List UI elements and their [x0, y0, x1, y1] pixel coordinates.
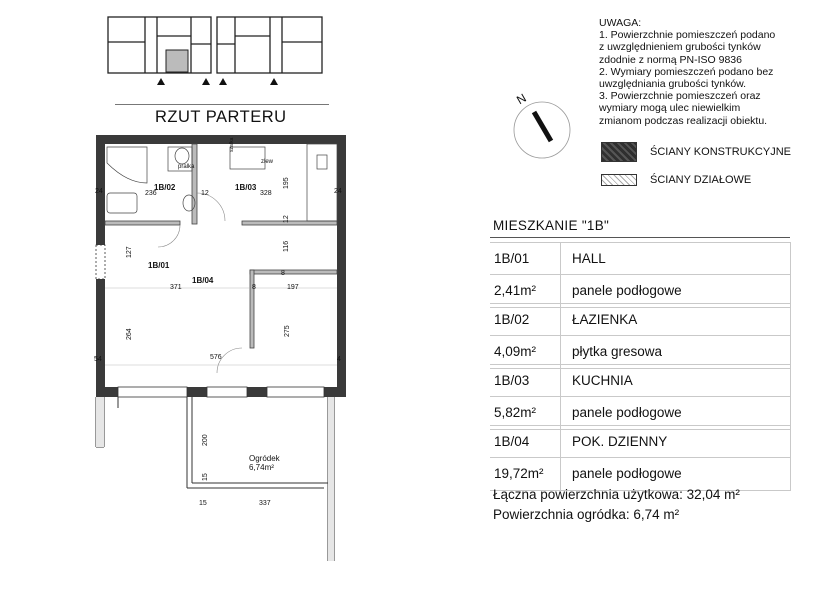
- room-finish: panele podłogowe: [572, 466, 682, 481]
- room-card-04: [490, 425, 791, 491]
- apartment-title-rule: [490, 237, 790, 238]
- wall-top: [96, 135, 346, 144]
- apartment-title: MIESZKANIE "1B": [493, 218, 610, 233]
- dim-8b: 8: [281, 270, 285, 277]
- room-code: 1B/01: [494, 251, 530, 266]
- dim-195: 195: [283, 177, 290, 189]
- wall-bottom-left: [96, 387, 118, 397]
- dim-12b: 12: [283, 215, 290, 223]
- dim-197: 197: [287, 284, 299, 291]
- room-finish: płytka gresowa: [572, 344, 663, 359]
- dim-15a: 15: [202, 473, 209, 481]
- room-finish: panele podłogowe: [572, 405, 682, 420]
- notes-block: [599, 17, 824, 127]
- floor-plan: [92, 133, 352, 563]
- room-card-02: [490, 303, 791, 369]
- dim-12a: 12: [201, 190, 209, 197]
- notes-line: 2. Wymiary pomieszczeń podano bez: [599, 65, 774, 78]
- plan-title-rule: [115, 104, 329, 105]
- legend-swatch-light: [601, 174, 637, 186]
- key-plan: [105, 14, 335, 94]
- plan-room-label-02: 1B/02: [154, 183, 176, 192]
- dim-236: 236: [145, 190, 157, 197]
- total-usable-area: Łączna powierzchnia użytkowa: 32,04 m²: [493, 487, 740, 502]
- room-area: 4,09m²: [494, 344, 537, 359]
- notes-line: 1. Powierzchnie pomieszczeń podano: [599, 29, 776, 42]
- fixture-pralka: pralka: [178, 164, 195, 170]
- plan-room-label-03: 1B/03: [235, 183, 257, 192]
- room-area: 5,82m²: [494, 405, 537, 420]
- room-code: 1B/02: [494, 312, 530, 327]
- dim-8a: 8: [252, 284, 256, 291]
- compass-north-label: N: [514, 90, 529, 108]
- dim-337: 337: [259, 500, 271, 507]
- notes-line: z uwzględnieniem grubości tynków: [599, 41, 761, 54]
- key-plan-highlight: [166, 50, 188, 72]
- partition-bath-kitchen: [192, 144, 197, 224]
- dim-116: 116: [283, 240, 290, 252]
- dim-200: 200: [202, 434, 209, 446]
- legend-swatch-dark: [601, 142, 637, 162]
- wall-bottom-mid: [187, 387, 207, 397]
- notes-line: zdodnie z normą PN-ISO 9836: [599, 53, 742, 66]
- notes-heading: UWAGA:: [599, 17, 642, 29]
- room-area: 19,72m²: [494, 466, 544, 481]
- room-code: 1B/04: [494, 434, 530, 449]
- wall-bottom-mid2: [247, 387, 267, 397]
- room-name: KUCHNIA: [572, 373, 633, 388]
- dim-24b: 24: [334, 188, 342, 195]
- fixture-szafka: szafka: [229, 137, 235, 152]
- dim-275: 275: [284, 325, 291, 337]
- dim-576: 576: [210, 354, 222, 361]
- plan-room-label-04: 1B/04: [192, 276, 214, 285]
- notes-line: uwzględniania grubości tynków.: [599, 78, 747, 91]
- partition-room-divider-v: [250, 270, 254, 348]
- room-code: 1B/03: [494, 373, 530, 388]
- dim-24a: 24: [95, 188, 103, 195]
- room-name: POK. DZIENNY: [572, 434, 668, 449]
- plan-room-label-01: 1B/01: [148, 261, 170, 270]
- notes-line: wymiary mogą ulec niewielkim: [599, 102, 741, 115]
- room-name: ŁAZIENKA: [572, 312, 638, 327]
- room-name: HALL: [572, 251, 606, 266]
- compass-icon: [505, 90, 577, 162]
- dim-4: 4: [337, 356, 341, 363]
- dim-54: 54: [94, 356, 102, 363]
- garden-area-label: 6,74m²: [249, 463, 274, 472]
- notes-line: 3. Powierzchnie pomieszczeń oraz: [599, 90, 761, 103]
- dim-371: 371: [170, 284, 182, 291]
- room-area: 2,41m²: [494, 283, 537, 298]
- room-card-03: [490, 364, 791, 430]
- legend-label: ŚCIANY DZIAŁOWE: [650, 174, 752, 186]
- garden-area-total: Powierzchnia ogródka: 6,74 m²: [493, 507, 680, 522]
- dim-127: 127: [126, 246, 133, 258]
- partition-room-divider: [250, 270, 337, 274]
- dim-264: 264: [126, 328, 133, 340]
- dim-15b: 15: [199, 500, 207, 507]
- notes-line: zmianom podczas realizacji obiektu.: [599, 114, 768, 127]
- legend-label: ŚCIANY KONSTRUKCYJNE: [650, 146, 791, 158]
- dim-328: 328: [260, 190, 272, 197]
- plan-title: RZUT PARTERU: [155, 108, 287, 126]
- fixture-zlew: zlew: [261, 159, 274, 165]
- room-finish: panele podłogowe: [572, 283, 682, 298]
- wall-bottom-right: [324, 387, 346, 397]
- garden-name: Ogródek: [249, 454, 280, 463]
- room-card-01: [490, 242, 791, 308]
- partition-bath-hall: [105, 221, 180, 225]
